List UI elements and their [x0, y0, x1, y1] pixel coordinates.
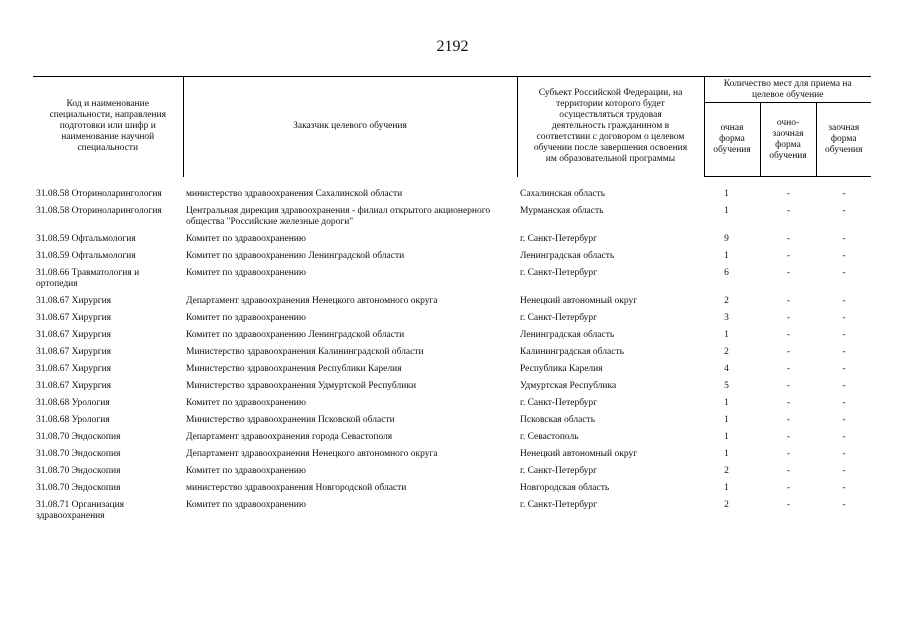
- cell-parttime: -: [842, 330, 846, 340]
- cell-region: г. Санкт-Петербург: [520, 313, 598, 323]
- cell-customer: министерство здравоохранения Новгородской области: [186, 483, 407, 493]
- cell-region: Ленинградская область: [520, 330, 615, 340]
- cell-customer: Комитет по здравоохранению Ленинградской области: [186, 251, 405, 261]
- cell-region: г. Санкт-Петербург: [520, 398, 598, 408]
- table-row: [33, 446, 871, 463]
- cell-fulltime: 1: [724, 449, 729, 459]
- cell-customer: Департамент здравоохранения Ненецкого автономного округа: [186, 449, 438, 459]
- cell-mixed: -: [786, 483, 791, 493]
- cell-region: Сахалинская область: [520, 188, 606, 199]
- cell-specialty: 31.08.58 Оториноларингология: [36, 188, 162, 199]
- cell-mixed: -: [786, 500, 791, 510]
- cell-fulltime: 1: [724, 483, 729, 493]
- cell-fulltime: 1: [724, 330, 729, 340]
- table-row: [33, 412, 871, 429]
- cell-fulltime: 1: [724, 251, 729, 261]
- cell-mixed: -: [786, 347, 791, 357]
- cell-specialty: 31.08.67 Хирургия: [36, 330, 112, 340]
- cell-customer: Министерство здравоохранения Калининградской области: [186, 347, 424, 357]
- cell-customer: Министерство здравоохранения Псковской области: [186, 415, 395, 425]
- cell-customer: Комитет по здравоохранению: [186, 234, 306, 244]
- cell-fulltime: 9: [724, 234, 729, 244]
- table-row: [33, 429, 871, 446]
- header-places: Количество мест для приема на целевое обучение: [704, 77, 871, 103]
- header-parttime: заочная форма обучения: [816, 103, 871, 177]
- cell-mixed: -: [786, 206, 791, 216]
- table-row: [33, 293, 871, 310]
- header-region: Субъект Российской Федерации, на территории которого будет осуществляться трудовая деятельность гражданином в соответствии с договором о целевом обучении после завершения освоения им образовательной программы: [517, 77, 704, 177]
- cell-region: Псковская область: [520, 415, 596, 425]
- cell-customer: Центральная дирекция здравоохранения - филиал открытого акционерного общества "Российские железные дороги": [186, 206, 491, 227]
- table-row: [33, 231, 871, 248]
- cell-mixed: -: [786, 398, 791, 408]
- cell-mixed: -: [786, 432, 791, 442]
- cell-fulltime: 1: [724, 432, 729, 442]
- page-number: 2192: [436, 38, 469, 55]
- cell-mixed: -: [786, 268, 791, 278]
- cell-region: Республика Карелия: [520, 364, 603, 374]
- cell-specialty: 31.08.67 Хирургия: [36, 381, 112, 391]
- cell-fulltime: 4: [724, 364, 729, 374]
- cell-customer: Комитет по здравоохранению: [186, 268, 306, 278]
- cell-region: г. Санкт-Петербург: [520, 500, 598, 510]
- cell-specialty: 31.08.68 Урология: [36, 415, 110, 425]
- cell-customer: Комитет по здравоохранению: [186, 398, 306, 408]
- cell-mixed: -: [786, 381, 791, 391]
- cell-parttime: -: [842, 347, 846, 357]
- cell-customer: Комитет по здравоохранению Ленинградской области: [186, 330, 405, 340]
- table-row: [33, 203, 871, 231]
- cell-specialty: 31.08.59 Офтальмология: [36, 251, 136, 261]
- cell-customer: Комитет по здравоохранению: [186, 500, 306, 510]
- cell-mixed: -: [786, 449, 791, 459]
- cell-mixed: -: [786, 251, 791, 261]
- table-row: [33, 248, 871, 265]
- cell-specialty: 31.08.66 Травматология и ортопедия: [36, 268, 140, 289]
- table-row: [33, 480, 871, 497]
- cell-region: Ненецкий автономный округ: [520, 296, 638, 306]
- cell-fulltime: 6: [724, 268, 729, 278]
- table-row: [33, 344, 871, 361]
- table-header: [33, 77, 871, 177]
- cell-region: Калининградская область: [520, 347, 624, 357]
- table-row: [33, 361, 871, 378]
- cell-specialty: 31.08.71 Организация здравоохранения: [36, 500, 125, 521]
- cell-customer: Департамент здравоохранения города Севастополя: [186, 432, 393, 442]
- cell-region: Удмуртская Республика: [520, 381, 617, 391]
- cell-customer: Комитет по здравоохранению: [186, 466, 306, 476]
- cell-fulltime: 2: [724, 466, 729, 476]
- cell-parttime: -: [842, 381, 846, 391]
- table-row: [33, 378, 871, 395]
- cell-fulltime: 1: [724, 415, 729, 425]
- quota-table: [33, 76, 871, 525]
- cell-specialty: 31.08.58 Оториноларингология: [36, 206, 162, 216]
- cell-customer: Министерство здравоохранения Республики Карелия: [186, 364, 402, 374]
- cell-specialty: 31.08.70 Эндоскопия: [36, 432, 121, 442]
- cell-customer: Департамент здравоохранения Ненецкого автономного округа: [186, 296, 438, 306]
- cell-region: г. Севастополь: [520, 432, 579, 442]
- cell-specialty: 31.08.70 Эндоскопия: [36, 483, 121, 493]
- cell-parttime: -: [842, 500, 846, 510]
- cell-region: г. Санкт-Петербург: [520, 234, 598, 244]
- header-mixed: очно-заочная форма обучения: [760, 103, 816, 177]
- cell-fulltime: 2: [724, 500, 729, 510]
- cell-region: Мурманская область: [520, 206, 604, 216]
- cell-mixed: -: [786, 296, 791, 306]
- cell-specialty: 31.08.67 Хирургия: [36, 313, 112, 323]
- cell-region: Новгородская область: [520, 483, 610, 493]
- cell-parttime: -: [842, 415, 846, 425]
- cell-region: Ненецкий автономный округ: [520, 449, 638, 459]
- cell-customer: министерство здравоохранения Сахалинской области: [186, 188, 403, 199]
- cell-mixed: -: [786, 313, 791, 323]
- cell-mixed: -: [786, 415, 791, 425]
- cell-mixed: -: [786, 466, 791, 476]
- cell-parttime: -: [842, 234, 846, 244]
- cell-fulltime: 1: [724, 189, 729, 199]
- cell-fulltime: 5: [724, 381, 729, 391]
- cell-mixed: -: [786, 364, 791, 374]
- cell-parttime: -: [842, 268, 846, 278]
- cell-specialty: 31.08.68 Урология: [36, 398, 110, 408]
- cell-specialty: 31.08.67 Хирургия: [36, 364, 112, 374]
- cell-mixed: -: [786, 330, 791, 340]
- cell-mixed: -: [786, 189, 791, 199]
- cell-specialty: 31.08.67 Хирургия: [36, 296, 112, 306]
- table-row: [33, 310, 871, 327]
- cell-specialty: 31.08.70 Эндоскопия: [36, 449, 121, 459]
- cell-parttime: -: [842, 466, 846, 476]
- cell-parttime: -: [842, 206, 846, 216]
- table-row: [33, 497, 871, 525]
- cell-parttime: -: [842, 251, 846, 261]
- header-customer: Заказчик целевого обучения: [183, 77, 517, 177]
- cell-fulltime: 1: [724, 206, 729, 216]
- header-fulltime: очная форма обучения: [704, 103, 760, 177]
- cell-parttime: -: [842, 189, 846, 199]
- cell-fulltime: 1: [724, 398, 729, 408]
- cell-parttime: -: [842, 449, 846, 459]
- cell-region: г. Санкт-Петербург: [520, 466, 598, 476]
- table-row: [33, 463, 871, 480]
- cell-region: Ленинградская область: [520, 251, 615, 261]
- cell-parttime: -: [842, 432, 846, 442]
- cell-parttime: -: [842, 296, 846, 306]
- cell-fulltime: 2: [724, 347, 729, 357]
- header-specialty: Код и наименование специальности, направления подготовки или шифр и наименование научной специальности: [33, 77, 183, 177]
- cell-specialty: 31.08.59 Офтальмология: [36, 234, 136, 244]
- cell-region: г. Санкт-Петербург: [520, 268, 598, 278]
- cell-customer: Комитет по здравоохранению: [186, 313, 306, 323]
- table-row: [33, 265, 871, 293]
- cell-parttime: -: [842, 398, 846, 408]
- cell-parttime: -: [842, 313, 846, 323]
- cell-specialty: 31.08.67 Хирургия: [36, 347, 112, 357]
- table-row: [33, 395, 871, 412]
- cell-fulltime: 3: [724, 313, 729, 323]
- table-row: [33, 177, 871, 204]
- cell-specialty: 31.08.70 Эндоскопия: [36, 466, 121, 476]
- cell-customer: Министерство здравоохранения Удмуртской Республики: [186, 381, 417, 391]
- cell-parttime: -: [842, 483, 846, 493]
- cell-fulltime: 2: [724, 296, 729, 306]
- table-row: [33, 327, 871, 344]
- cell-mixed: -: [786, 234, 791, 244]
- table-body: [33, 177, 871, 526]
- cell-parttime: -: [842, 364, 846, 374]
